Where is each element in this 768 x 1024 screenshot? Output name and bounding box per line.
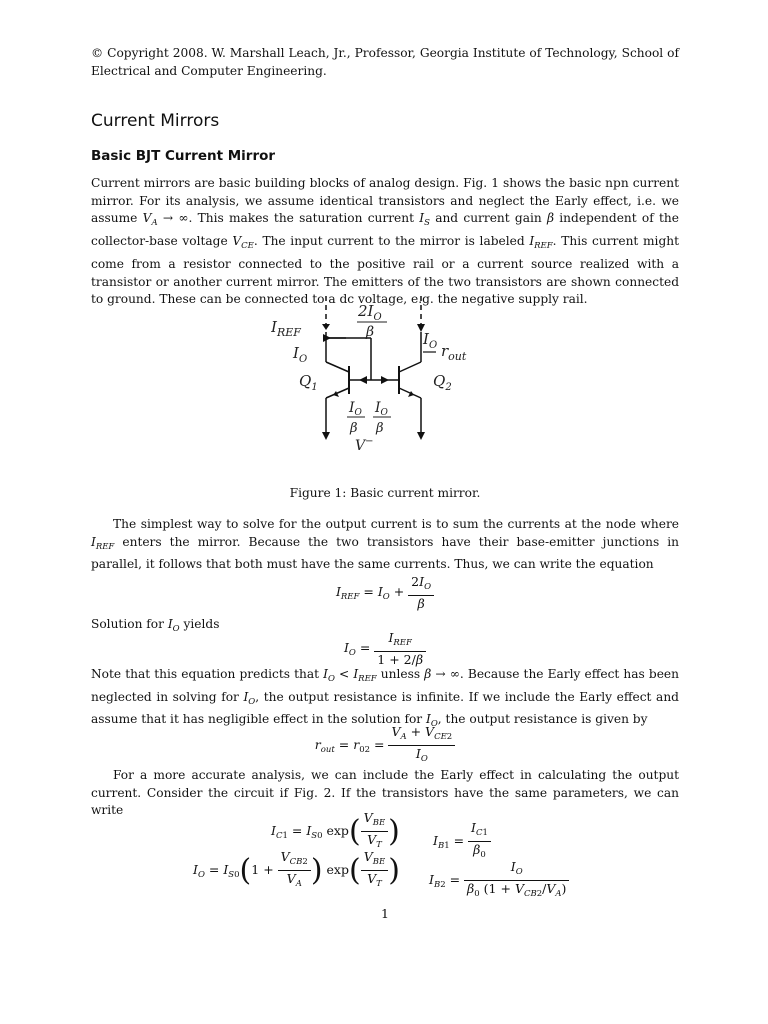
label-io-beta-left: $I_O$ <box>349 400 362 418</box>
label-rout: $r_{out}$ <box>441 342 467 363</box>
page-title: Current Mirrors <box>91 111 220 131</box>
equation-iref: $I_{REF} = I_O$ + $\frac{2I_O}{\beta}$ <box>91 574 679 611</box>
paragraph-intro: Current mirrors are basic building blocks of analog design. Fig. 1 shows the basic npn current mirror. For its analysis, we assume identical transistors and neglect the Early effect, i.e. we assume $V_A$ → ∞. This makes the saturation current $I_S$ and current gain β independent of the collector-base voltage $V_{CE}$. The input current to the mirror is labeled $I_{REF}$. This current might come from a resistor connected to the positive rail or a current source realized with a transistor or another current mirror. The emitters of the two transistors are shown connected to ground. These can be connected to a dc voltage, e.g. the negative supply rail. <box>91 176 679 307</box>
label-io-left: $I_O$ <box>293 344 308 365</box>
section-heading: Basic BJT Current Mirror <box>91 148 276 164</box>
paragraph-solution: Solution for $I_O$ yields <box>91 617 220 634</box>
label-beta-top: β <box>366 324 375 340</box>
current-mirror-schematic <box>271 294 501 479</box>
label-q2: $Q_2$ <box>433 372 452 393</box>
figure-caption: Figure 1: Basic current mirror. <box>289 486 481 500</box>
page-number: 1 <box>381 906 389 921</box>
page: © Copyright 2008. W. Marshall Leach, Jr., Professor, Georgia Institute of Technology, School of Electrical and Computer Engineering. Current Mirrors Basic BJT Current Mirror Current mirrors are basic building blocks of analog design. Fig. 1 shows the basic npn current mirror. For its analysis, we assume identical transistors and neglect the Early effect, i.e. we assume $V_A$ → ∞. This makes the saturation current $I_S$ and current gain β independent of the collector-base voltage $V_{CE}$. The input current to the mirror is labeled $I_{REF}$. This current might come from a resistor connected to the positive rail or a current source realized with a transistor or another current mirror. The emitters of the two transistors are shown connected to ground. These can be connected to a dc voltage, e.g. the negative supply rail. $I_{REF}$ $I_O$ $Q_1$ $2I_O$ β $I_O$ $r_{out}$ $Q_2$ $I_O$ β $I_O$ β V− Figure 1: Basic current mirror. The simplest way to solve for the output current is to sum the currents at the node where $I_{REF}$ enters the mirror. Because the two transistors have their base-emitter junctions in parallel, it follows that both must have the same currents. Thus, we can write the equation $I_{REF} = I_O$ + $\frac{2I_O}{\beta}$ Solution for $I_O$ yields $I_O$ = $\frac{I_{REF}}{1 + 2/\beta}$ Note that this equation predicts that $I_O < I_{REF}$ unless β → ∞. Because the Early effect has been neglected in solving for $I_O$, the output resistance is infinite. If we include the Early effect and assume that it has negligible effect in the solution for $I_O$, the output resistance is given by $r_{out} = r_{02}$ = $\frac{V_A + V_{CE2}}{I_O}$ For a more accurate analysis, we can include the Early effect in calculating the output current. Consider the circuit if Fig. 2. If the transistors have the same parameters, we can write $I_{C1} = I_{S0}$ exp( $\frac{V_{BE}}{V_T}$ ) $I_{B1}$ = $\frac{I_{C1}}{\beta_0}$ $I_O = I_{S0}(1$ + $\frac{V_{CB2}}{V_A}$ ) exp( $\frac{V_{BE}}{V_T}$ ) $I_{B2}$ = $\frac{I_O}{\beta_0 (1 + V_{CB2}/V_A)}$ 1 <box>91 46 679 921</box>
label-io-right: $I_O$ <box>423 330 438 351</box>
label-iref: $I_{REF}$ <box>271 318 301 339</box>
copyright-notice: © Copyright 2008. W. Marshall Leach, Jr., Professor, Georgia Institute of Technology, School of Electrical and Computer Engineering. <box>91 46 679 78</box>
paragraph-sum-currents: The simplest way to solve for the output current is to sum the currents at the node where $I_{REF}$ enters the mirror. Because the two transistors have their base-emitter junctions in parallel, it follows that both must have the same currents. Thus, we can write the equation <box>91 517 679 572</box>
label-q1: $Q_1$ <box>299 372 318 393</box>
label-vminus: V− <box>355 436 374 454</box>
equation-io: $I_O$ = $\frac{I_{REF}}{1 + 2/\beta}$ <box>91 630 679 667</box>
label-2io: $2I_O$ <box>358 302 382 323</box>
label-io-beta-right: $I_O$ <box>375 400 388 418</box>
svg-text:β: β <box>350 421 358 436</box>
svg-text:β: β <box>376 421 384 436</box>
figure-current-mirror <box>271 294 501 479</box>
paragraph-early-effect: For a more accurate analysis, we can include the Early effect in calculating the output current. Consider the circuit if Fig. 2. If the transistors have the same parameters, we can write <box>91 768 679 818</box>
paragraph-output-resistance: Note that this equation predicts that $I_O < I_{REF}$ unless β → ∞. Because the Early effect has been neglected in solving for $I_O$, the output resistance is infinite. If we include the Early effect and assume that it has negligible effect in the solution for $I_O$, the output resistance is given by <box>91 667 679 730</box>
equation-rout: $r_{out} = r_{02}$ = $\frac{V_A + V_{CE2}}{I_O}$ <box>91 724 679 767</box>
